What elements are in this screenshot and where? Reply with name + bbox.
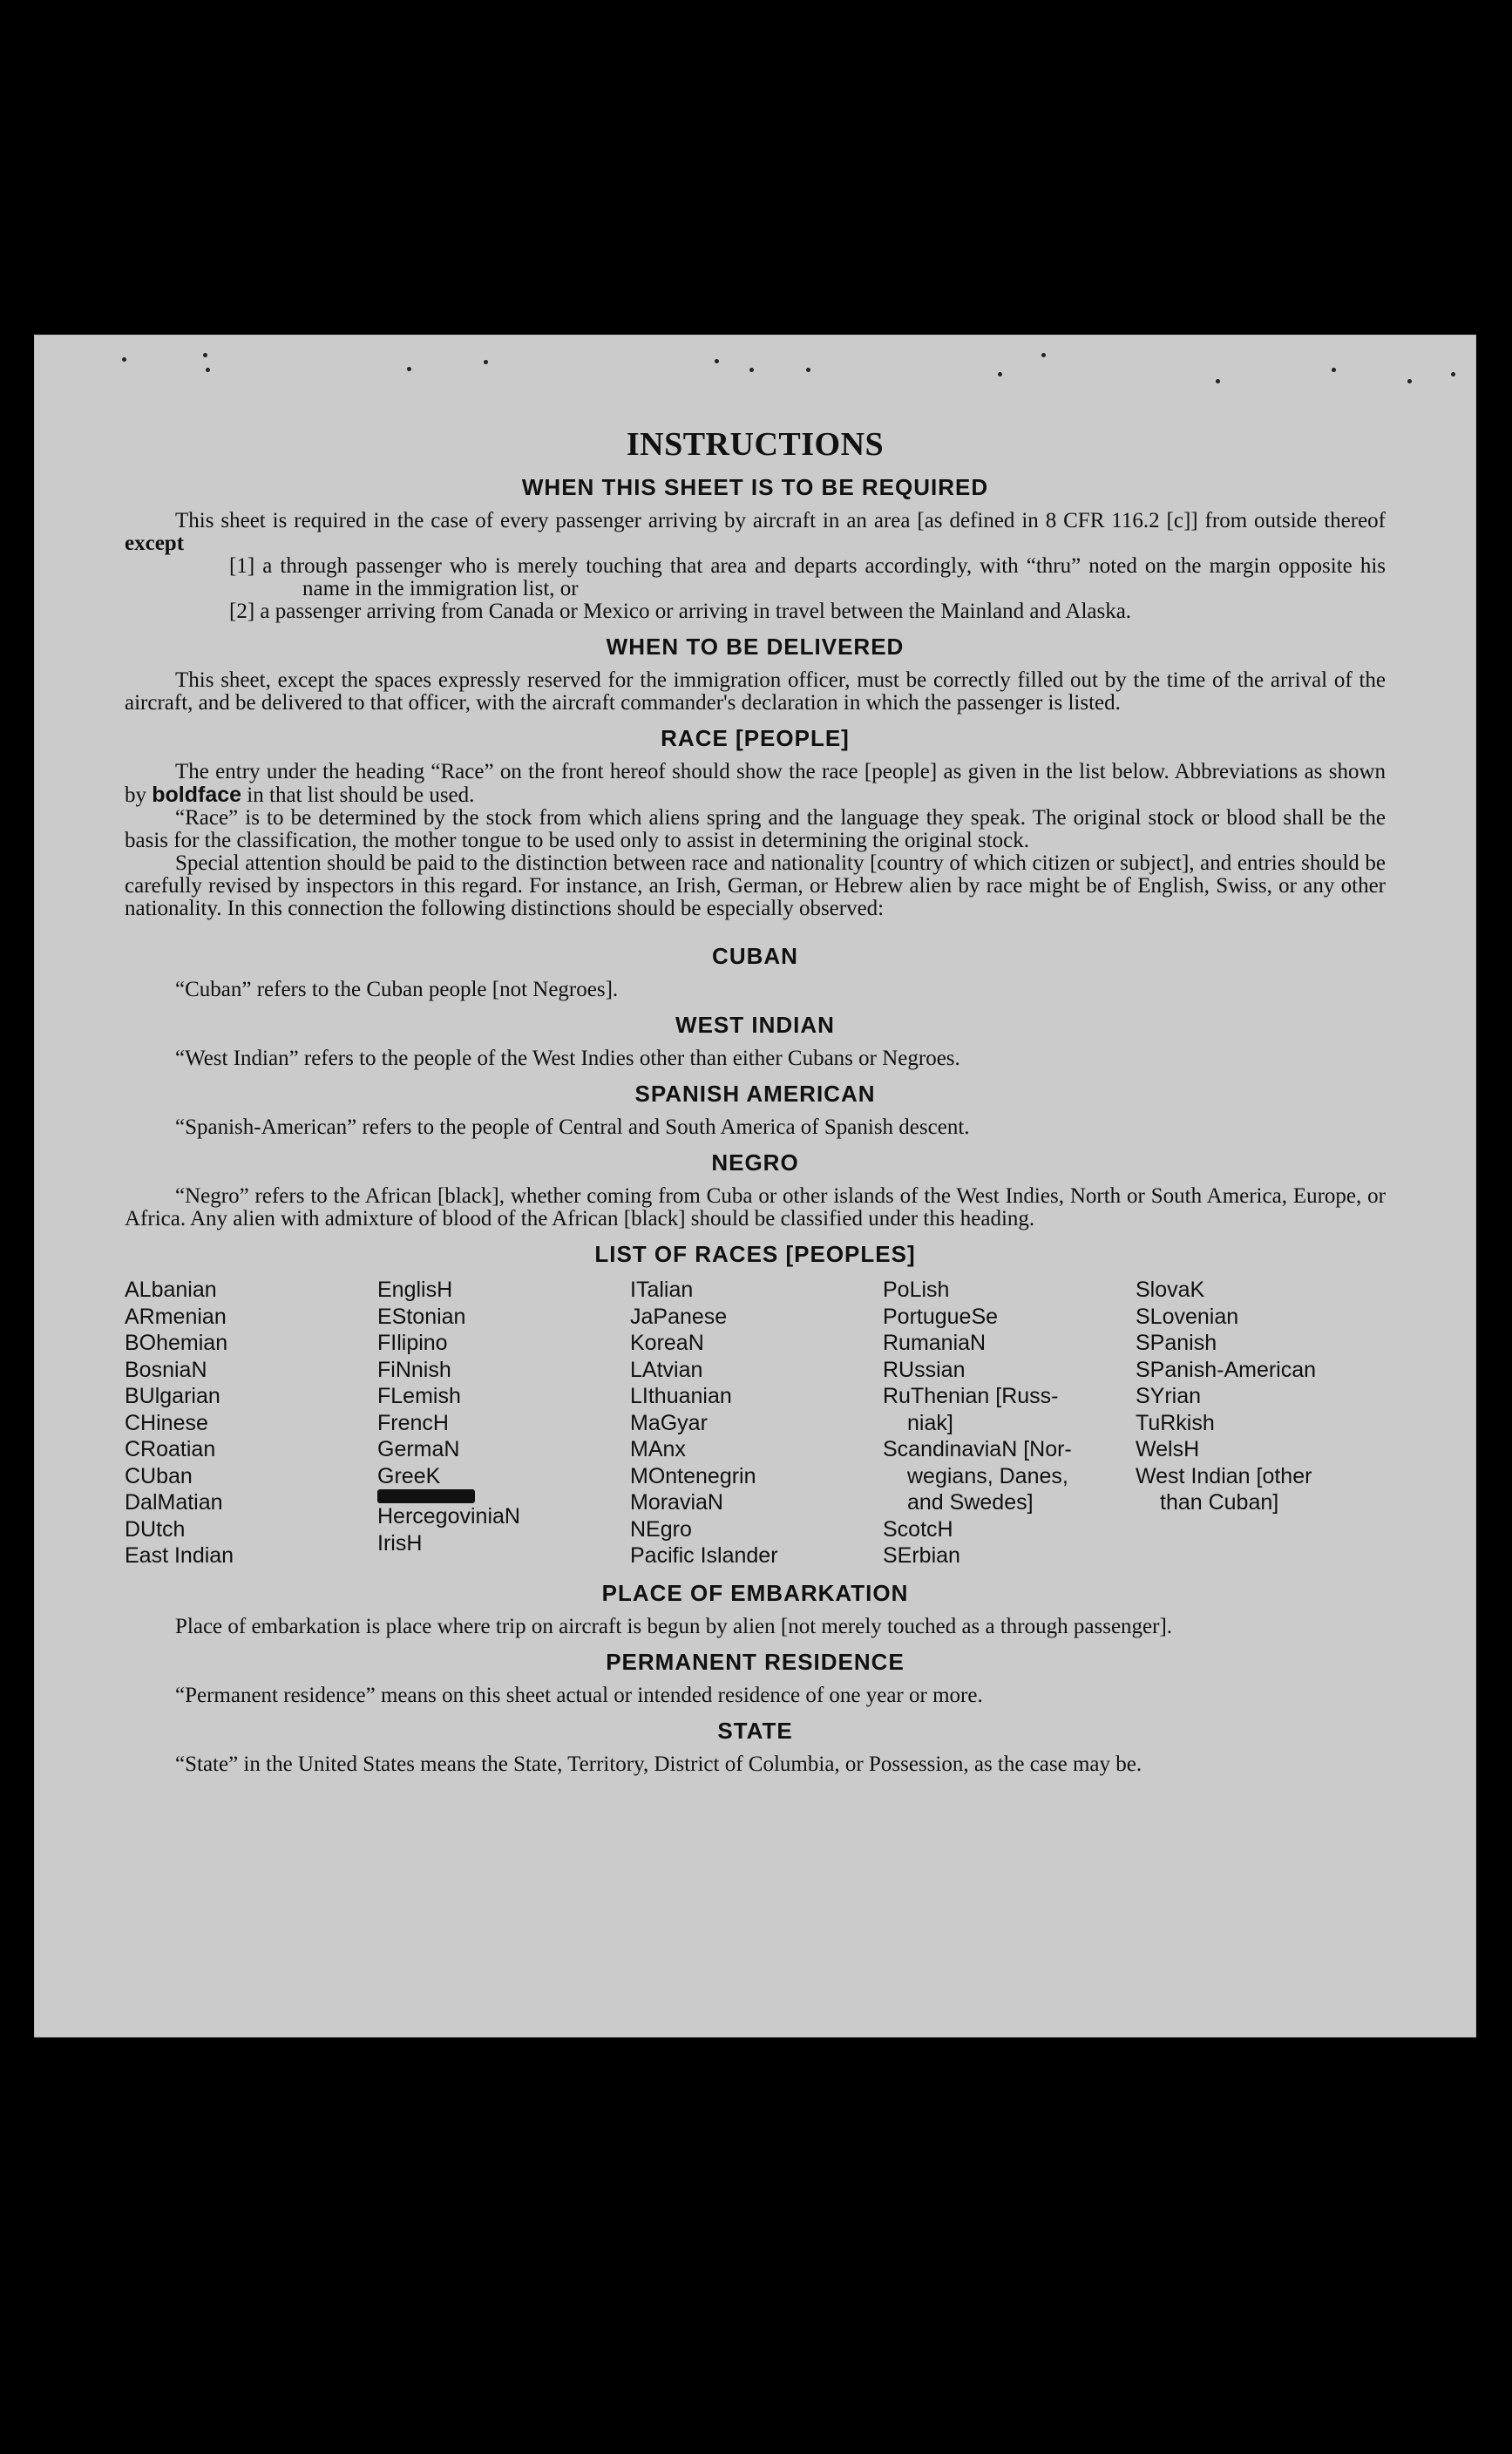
race-item: MOntenegrin (630, 1463, 756, 1488)
race-item: wegians, Danes, (907, 1463, 1068, 1488)
race-item: FiNnish (377, 1357, 451, 1382)
race-item: SPanish (1136, 1331, 1217, 1355)
heading-negro: NEGRO (711, 1149, 799, 1176)
race-item: SErbian (883, 1543, 960, 1568)
para-cuban: “Cuban” refers to the Cuban people [not Negroes]. (175, 978, 619, 1001)
race-item: HercegoviniaN (377, 1504, 520, 1529)
race-item: PortugueSe (883, 1304, 999, 1329)
heading-state: STATE (717, 1717, 793, 1744)
race-item: ALbanian (125, 1278, 217, 1302)
race-item: RumaniaN (883, 1331, 987, 1355)
race-item: MaGyar (630, 1410, 708, 1435)
races-column-1 (125, 1277, 377, 1569)
races-column-3 (630, 1277, 883, 1569)
race-item: West Indian [other (1136, 1463, 1312, 1488)
race-item: SYrian (1136, 1384, 1202, 1408)
race-item: and Swedes] (907, 1490, 1034, 1515)
race-item: CUban (125, 1463, 193, 1488)
race-item: BUlgarian (125, 1384, 220, 1408)
race-item: DalMatian (125, 1490, 223, 1515)
race-item: ITalian (630, 1278, 694, 1302)
race-item: FLemish (377, 1384, 461, 1408)
para-when-delivered: This sheet, except the spaces expressly reserved for the immigration officer, must be correctly filled out by the time of the arrival of the aircraft, and be delivered to that officer, with the aircraft commander's declaration in which the passenger is listed. (125, 668, 1386, 715)
instructions-content (125, 425, 1386, 1776)
race-item: PoLish (883, 1278, 950, 1302)
race-item: CRoatian (125, 1437, 216, 1461)
race-item: ScotcH (883, 1516, 953, 1542)
race-item: SlovaK (1136, 1278, 1205, 1302)
race-item: IrisH (377, 1530, 423, 1556)
para-permanent-residence: “Permanent residence” means on this sheet actual or intended residence of one year or more. (175, 1683, 983, 1707)
race-item: BOhemian (125, 1331, 228, 1355)
heading-spanish-american: SPANISH AMERICAN (634, 1081, 876, 1107)
race-item: NEgro (630, 1516, 692, 1542)
heading-permanent-residence: PERMANENT RESIDENCE (606, 1648, 905, 1675)
item-2: [2] a passenger arriving from Canada or Mexico or arriving in travel between the Mainland and Alaska. (229, 600, 1132, 623)
heading-race: RACE [PEOPLE] (661, 725, 850, 751)
race-item: LIthuanian (630, 1384, 732, 1408)
race-item: FrencH (377, 1410, 449, 1435)
race-item: SLovenian (1136, 1304, 1239, 1329)
race-item: FIlipino (377, 1331, 448, 1355)
para-spanish-american: “Spanish-American” refers to the people of Central and South America of Spanish descent. (175, 1115, 970, 1139)
heading-when-delivered: WHEN TO BE DELIVERED (606, 634, 905, 660)
race-item: MAnx (630, 1437, 686, 1461)
race-item: TuRkish (1136, 1410, 1215, 1435)
race-item: EnglisH (377, 1278, 453, 1302)
document-sheet (35, 336, 1475, 2037)
para-race-1: The entry under the heading “Race” on the front hereof should show the race [people] as given in the list below. Abbreviations as shown by boldface in that list should be used. (125, 760, 1386, 807)
race-item: RuThenian [Russ- (883, 1384, 1059, 1408)
redacted-entry (377, 1489, 630, 1503)
race-item: GermaN (377, 1437, 460, 1461)
race-item: KoreaN (630, 1331, 704, 1355)
races-column-4 (883, 1277, 1136, 1569)
para-negro: “Negro” refers to the African [black], whether coming from Cuba or other islands of the West Indies, North or South America, Europe, or Africa. Any alien with admixture of blood of the African [black] should be classified under this heading. (125, 1184, 1386, 1230)
races-list (125, 1277, 1386, 1569)
race-item: MoraviaN (630, 1490, 723, 1515)
race-item: East Indian (125, 1543, 234, 1568)
race-item: than Cuban] (1160, 1490, 1279, 1515)
race-item: GreeK (377, 1463, 441, 1488)
heading-cuban: CUBAN (712, 943, 798, 969)
race-item: LAtvian (630, 1357, 703, 1382)
race-item: DUtch (125, 1516, 186, 1542)
heading-west-indian: WEST INDIAN (675, 1012, 835, 1038)
race-item: RUssian (883, 1357, 966, 1382)
para-race-3: Special attention should be paid to the distinction between race and nationality [country of which citizen or subject], and entries should be carefully revised by inspectors in this regard. For instance, an Irish, German, or Hebrew alien by race might be of English, Swiss, or any other nationality. In this connection the following distinctions should be especially observed: (125, 851, 1386, 920)
heading-place-of-embarkation: PLACE OF EMBARKATION (601, 1579, 909, 1606)
punch-dots (35, 336, 1475, 405)
race-item: WelsH (1136, 1437, 1200, 1461)
para-state: “State” in the United States means the State, Territory, District of Columbia, or Possession, as the case may be. (175, 1752, 1142, 1776)
race-item: BosniaN (125, 1357, 207, 1382)
para-place-of-embarkation: Place of embarkation is place where trip on aircraft is begun by alien [not merely touched as a through passenger]. (175, 1614, 1173, 1638)
races-column-5 (1136, 1277, 1388, 1569)
race-item: JaPanese (630, 1304, 728, 1329)
heading-when-required: WHEN THIS SHEET IS TO BE REQUIRED (521, 474, 989, 500)
para-when-required: This sheet is required in the case of every passenger arriving by aircraft in an area [as defined in 8 CFR 116.2 [c]] from outside thereof except (125, 509, 1386, 555)
race-item: Pacific Islander (630, 1543, 778, 1568)
race-item: ScandinaviaN [Nor- (883, 1437, 1072, 1461)
page-title: INSTRUCTIONS (626, 426, 885, 463)
races-column-2 (377, 1277, 630, 1569)
heading-list-of-races: LIST OF RACES [PEOPLES] (594, 1241, 916, 1267)
para-west-indian: “West Indian” refers to the people of the West Indies other than either Cubans or Negroes. (175, 1047, 960, 1070)
race-item: niak] (907, 1410, 953, 1435)
para-race-2: “Race” is to be determined by the stock from which aliens spring and the language they speak. The original stock or blood shall be the basis for the classification, the mother tongue to be used only to assist in determining the original stock. (125, 806, 1386, 852)
race-item: CHinese (125, 1410, 208, 1435)
race-item: SPanish-American (1136, 1357, 1317, 1382)
race-item: ARmenian (125, 1304, 227, 1329)
race-item: EStonian (377, 1304, 466, 1329)
item-1: [1] a through passenger who is merely touching that area and departs accordingly, with “thru” noted on the margin opposite his name in the immigration list, or (229, 554, 1386, 600)
